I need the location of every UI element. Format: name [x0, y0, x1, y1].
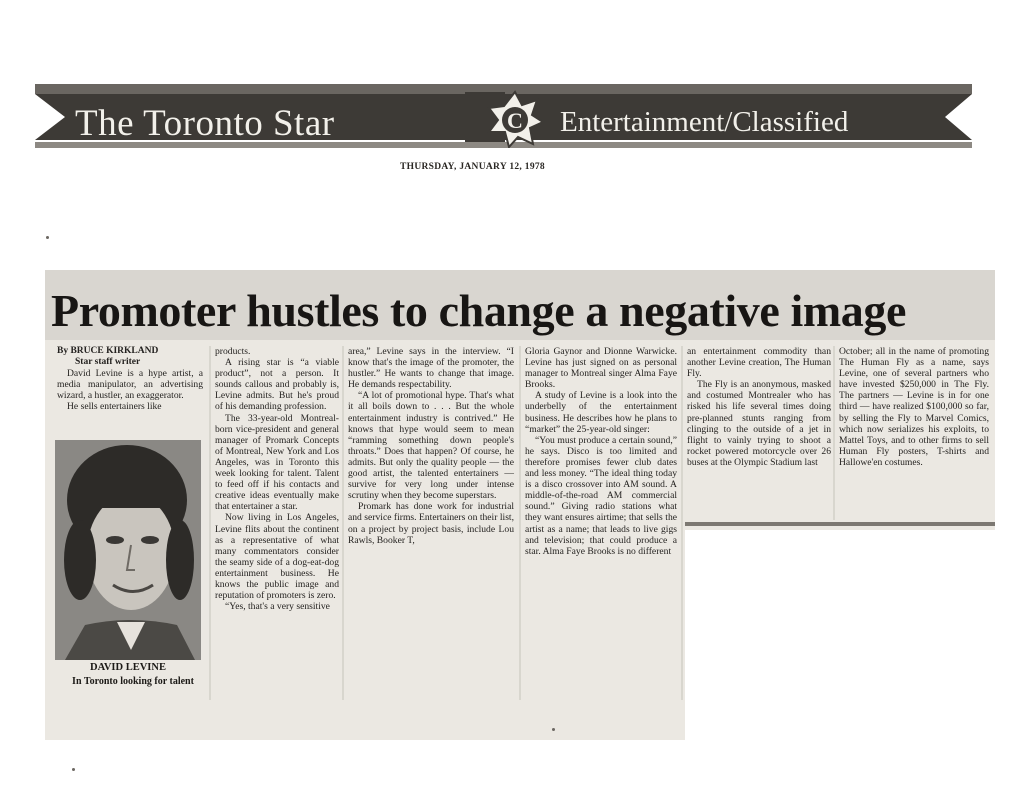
column-4-paragraph-2: A study of Levine is a look into the underbelly of the entertainment business. He describes how he plans to “market” the 25-year-old singer:: [525, 390, 677, 435]
column-1-paragraph-1: David Levine is a hype artist, a media manipulator, an advertising wizard, a hustler, an exaggerator.: [57, 368, 203, 402]
column-1-paragraph-2: He sells entertainers like: [67, 401, 162, 413]
column-4-paragraph-1: Gloria Gaynor and Dionne Warwicke. Levine has just signed on as personal manager to Montreal singer Alma Faye Brooks.: [525, 346, 677, 391]
logo-letter: C: [507, 108, 523, 133]
portrait-photo: [55, 440, 201, 660]
section-name: Entertainment/Classified: [560, 106, 849, 138]
article-clipping: [45, 270, 995, 740]
article-column-3: [348, 346, 514, 546]
article-column-6: [839, 346, 989, 468]
column-2-paragraph-1: products.: [215, 346, 251, 357]
article-headline: Promoter hustles to change a negative image: [51, 285, 906, 336]
masthead-banner: [35, 72, 972, 162]
publication-name: The Toronto Star: [75, 103, 335, 144]
column-2-paragraph-3: The 33-year-old Montreal-born vice-president and general manager of Promark Concepts of Montreal, New York and Los Angeles, was in Toronto this week looking for talent. Talent to feed off if his contacts and creative ideas eventually make that entertainer a star.: [215, 412, 339, 513]
article-column-1: [57, 346, 203, 413]
photo-caption-name: DAVID LEVINE: [90, 662, 166, 673]
photo-caption-text: In Toronto looking for talent: [72, 676, 194, 687]
column-3-paragraph-1: area,” Levine says in the interview. “I know that's the image of the promoter, the hustler.” He wants to change that image. He demands respectability.: [348, 346, 514, 391]
star-logo-icon: [485, 90, 545, 148]
publication-date: THURSDAY, JANUARY 12, 1978: [400, 162, 545, 172]
column-2-paragraph-4: Now living in Los Angeles, Levine flits about the continent as a representative of what many commentators consider the seamy side of a dog-eat-dog entertainment business. He knows the public image and reputation of promoters is zero.: [215, 512, 339, 602]
scan-speck: [72, 768, 75, 771]
article-column-2: [215, 346, 339, 612]
column-5-paragraph-1: an entertainment commodity than another Levine creation, The Human Fly.: [687, 346, 831, 380]
scan-speck: [552, 728, 555, 731]
column-6-paragraph-1: October; all in the name of promoting The Human Fly as a name, says Levine, one of several partners who have invested $250,000 in The Fly. The partners — Levine is in for one third — have realized $100,000 so far, by selling the Fly to Marvel Comics, which now serializes his exploits, to Mattel Toys, and to other firms to sell Human Fly posters, T-shirts and Hallowe'en costumes.: [839, 346, 989, 468]
portrait-image: [55, 440, 201, 660]
article-column-4: [525, 346, 677, 557]
scan-speck: [46, 236, 49, 239]
column-3-paragraph-3: Promark has done work for industrial and service firms. Entertainers on their list, on a project by project basis, include Lou Rawls, Booker T,: [348, 501, 514, 546]
column-2-paragraph-5: “Yes, that's a very sensitive: [225, 601, 330, 613]
byline: By BRUCE KIRKLAND: [57, 346, 159, 356]
column-2-paragraph-2: A rising star is “a viable product”, not a person. It sounds callous and probably is, Levine admits. But he's proud of his demanding profession.: [215, 357, 339, 413]
column-3-paragraph-2: “A lot of promotional hype. That's what it all boils down to . . . But the whole entertainment industry is contrived.” He knows that hype would seem to mean “ramming something down people's throats.” Does that happen? Of course, he admits. But only the quality people — the good artist, the talented entertainers — survive for very long under intense scrutiny when they become superstars.: [348, 390, 514, 502]
article-column-5: [687, 346, 831, 468]
column-4-paragraph-3: “You must produce a certain sound,” he says. Disco is too limited and therefore promises fewer club dates and less money. “The ideal thing today is a disco crossover into AM sound. A middle-of-the-road AM commercial sound.” Giving radio stations what they want ensures airtime; that sells the artist as a name; that leads to live gigs and television; that could produce a star. Alma Faye Brooks is no different: [525, 434, 677, 557]
column-5-paragraph-2: The Fly is an anonymous, masked and costumed Montrealer who has risked his life several times doing pre-planned stunts ranging from clinging to the outside of a jet in flight to vainly trying to shoot a rocket powered motorcycle over 26 buses at the Olympic Stadium last: [687, 379, 831, 468]
byline-role: Star staff writer: [75, 357, 141, 368]
